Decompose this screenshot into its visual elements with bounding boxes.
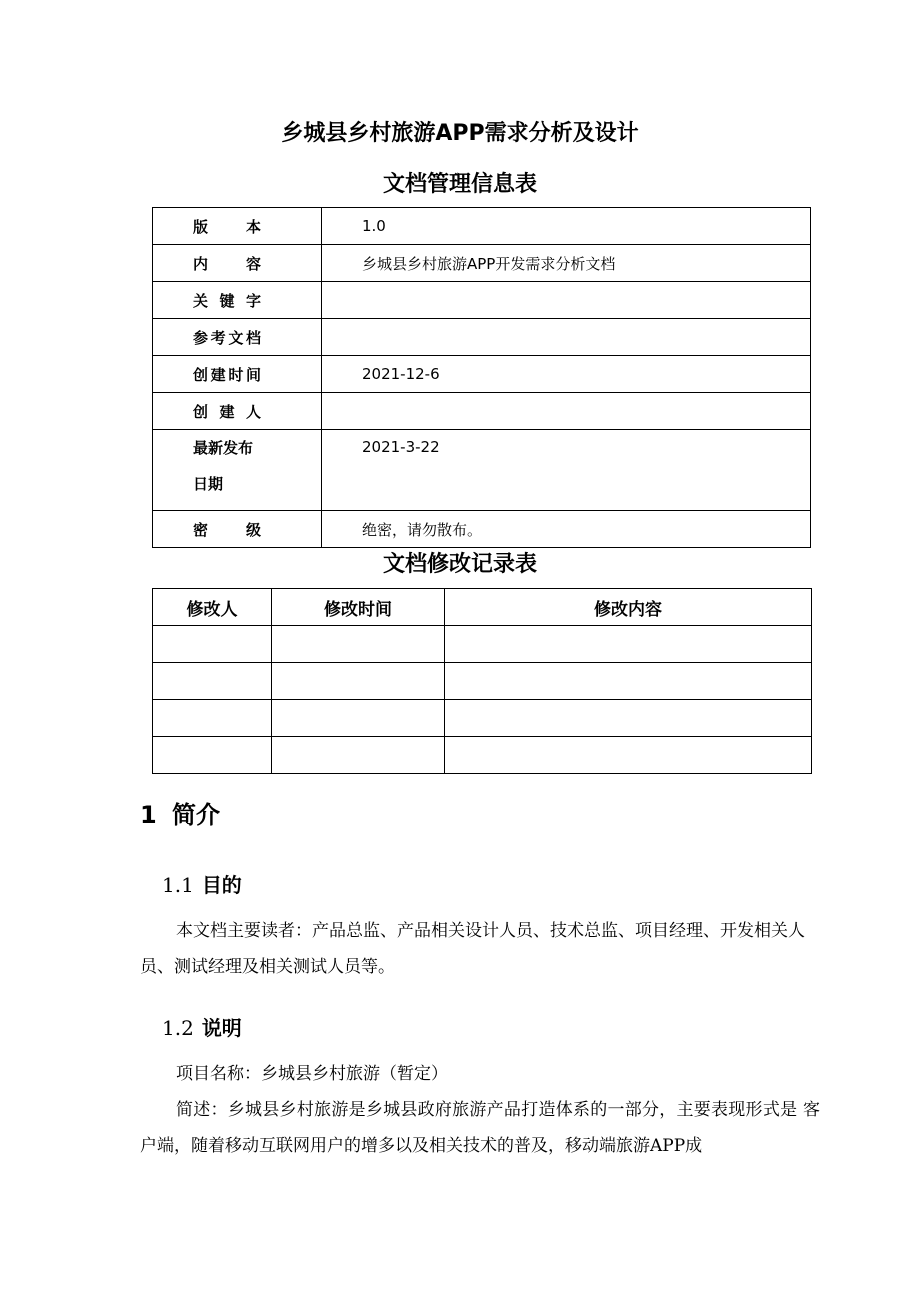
info-value-classification: 绝密，请勿散布。 bbox=[322, 511, 811, 548]
section-1-1-title: 目的 bbox=[201, 873, 242, 897]
revision-cell bbox=[445, 626, 812, 663]
revision-cell bbox=[153, 626, 272, 663]
section-1-1-heading bbox=[162, 871, 242, 899]
info-label-creator: 创 建 人 bbox=[193, 402, 261, 421]
info-label-classification: 密 级 bbox=[193, 520, 261, 539]
section-1-heading bbox=[140, 798, 220, 832]
info-value-release-date: 2021-3-22 bbox=[322, 430, 811, 511]
section-1-number: 1 bbox=[140, 801, 157, 829]
info-row-creator bbox=[153, 393, 811, 430]
info-value-version: 1.0 bbox=[322, 208, 811, 245]
revision-row bbox=[153, 663, 812, 700]
info-value-keywords bbox=[322, 282, 811, 319]
info-row-references bbox=[153, 319, 811, 356]
info-table-title: 文档管理信息表 bbox=[382, 172, 537, 197]
info-label-release-date: 最新发布 日期 bbox=[193, 439, 254, 493]
info-row-version bbox=[153, 208, 811, 245]
revision-cell bbox=[272, 700, 445, 737]
revision-header-content: 修改内容 bbox=[445, 589, 812, 626]
revision-cell bbox=[445, 737, 812, 774]
revision-cell bbox=[153, 700, 272, 737]
info-row-keywords bbox=[153, 282, 811, 319]
revision-row bbox=[153, 737, 812, 774]
revision-header-row bbox=[153, 589, 812, 626]
info-row-release-date bbox=[153, 430, 811, 511]
revision-cell bbox=[153, 737, 272, 774]
revision-cell bbox=[153, 663, 272, 700]
revision-header-time: 修改时间 bbox=[272, 589, 445, 626]
info-value-creator bbox=[322, 393, 811, 430]
info-label-created-time: 创 建 时 间 bbox=[193, 365, 261, 384]
revision-row bbox=[153, 700, 812, 737]
section-1-1-number: 1.1 bbox=[162, 873, 194, 897]
revision-cell bbox=[445, 700, 812, 737]
info-row-classification bbox=[153, 511, 811, 548]
info-label-version: 版 本 bbox=[193, 217, 261, 236]
revision-row bbox=[153, 626, 812, 663]
section-1-2-title: 说明 bbox=[201, 1016, 242, 1040]
info-value-references bbox=[322, 319, 811, 356]
info-value-created-time: 2021-12-6 bbox=[322, 356, 811, 393]
info-row-created-time bbox=[153, 356, 811, 393]
summary-paragraph: 简述：乡城县乡村旅游是乡城县政府旅游产品打造体系的一部分，主要表现形式是 客户端，随着移动互联网用户的增多以及相关技术的普及，移动端旅游APP成 bbox=[140, 1100, 820, 1156]
section-1-title: 简介 bbox=[172, 801, 220, 829]
revision-table bbox=[152, 588, 812, 774]
revision-header-editor: 修改人 bbox=[153, 589, 272, 626]
revision-cell bbox=[272, 626, 445, 663]
info-label-keywords: 关 键 字 bbox=[193, 291, 261, 310]
revision-cell bbox=[445, 663, 812, 700]
document-title: 乡城县乡村旅游APP需求分析及设计 bbox=[281, 121, 639, 146]
project-name-paragraph: 项目名称：乡城县乡村旅游（暂定） bbox=[176, 1064, 448, 1084]
info-table bbox=[152, 207, 811, 548]
info-value-content: 乡城县乡村旅游APP开发需求分析文档 bbox=[322, 245, 811, 282]
revision-cell bbox=[272, 663, 445, 700]
info-row-content bbox=[153, 245, 811, 282]
revision-table-title: 文档修改记录表 bbox=[382, 552, 537, 577]
info-label-references: 参 考 文 档 bbox=[193, 328, 261, 347]
revision-cell bbox=[272, 737, 445, 774]
section-1-2-heading bbox=[162, 1014, 242, 1042]
section-1-2-number: 1.2 bbox=[162, 1016, 194, 1040]
purpose-paragraph: 本文档主要读者：产品总监、产品相关设计人员、技术总监、项目经理、开发相关人员、测试经理及相关测试人员等。 bbox=[140, 921, 805, 977]
info-label-content: 内 容 bbox=[193, 254, 261, 273]
